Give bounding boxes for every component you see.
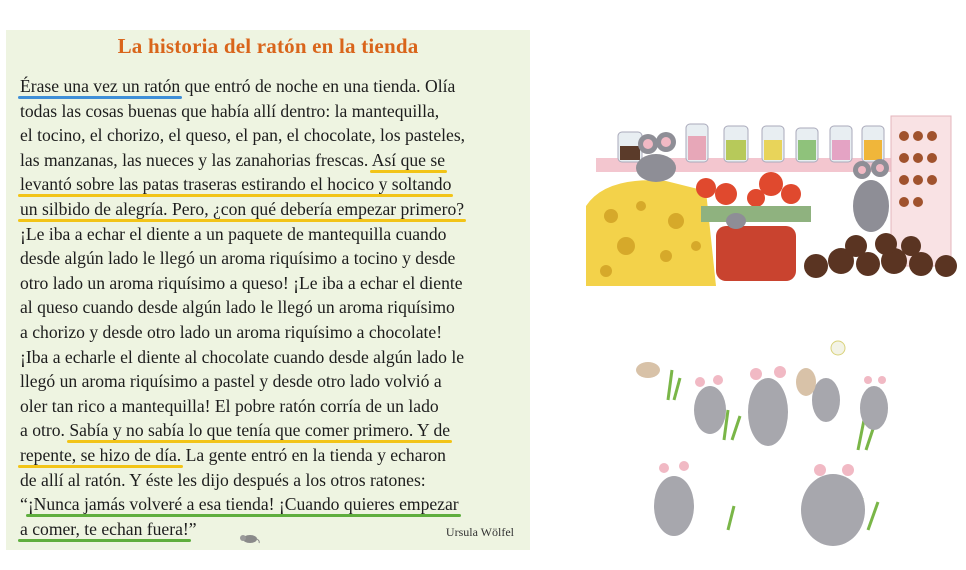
story-text: el tocino, el chorizo, el queso, el pan, el chocolate, los pasteles, — [20, 125, 466, 146]
story-line — [20, 468, 530, 493]
story-line — [20, 394, 530, 419]
story-text: a chorizo y desde otro lado un aroma riquísimo a chocolate! — [20, 321, 443, 342]
story-text: de allí al ratón. Y éste les dijo después a los otros ratones: — [20, 469, 426, 490]
story-line — [20, 492, 530, 517]
story-text: “ — [20, 494, 28, 515]
underlined-green-text: a comer, te echan fuera! — [20, 518, 189, 539]
story-panel — [6, 30, 530, 550]
story-line — [20, 320, 530, 345]
story-title: La historia del ratón en la tienda — [117, 34, 419, 58]
story-line — [20, 148, 530, 173]
underlined-yellow-text: Así que se — [371, 149, 446, 170]
underlined-blue-text: Érase una vez un ratón — [20, 76, 181, 96]
story-line — [20, 74, 530, 99]
story-line — [20, 271, 530, 296]
story-text: ” — [188, 518, 197, 539]
story-text: todas las cosas buenas que había allí dentro: la mantequilla, — [20, 100, 440, 121]
small-mouse-icon — [238, 532, 260, 544]
story-line — [20, 246, 530, 271]
mice-in-shop-illustration — [586, 96, 958, 286]
story-text: otro lado un aroma riquísimo a queso! ¡Le iba a echar el diente — [20, 272, 463, 293]
story-text: La gente entró en la tienda y echaron — [181, 444, 446, 465]
story-line — [20, 172, 530, 197]
story-line — [20, 197, 530, 222]
story-text: ¡Le iba a echar el diente a un paquete de mantequilla cuando — [20, 223, 447, 244]
underlined-yellow-text: levantó sobre las patas traseras estirando el hocico y soltando — [20, 174, 452, 195]
story-body — [20, 74, 530, 541]
story-text: las manzanas, las nueces y las zanahorias frescas. — [20, 149, 372, 170]
story-line — [20, 443, 530, 468]
story-author: Ursula Wölfel — [445, 525, 514, 539]
story-text: ¡Iba a echarle el diente al chocolate cuando desde algún lado le — [20, 346, 465, 367]
story-text: desde algún lado le llegó un aroma riquísimo a tocino y desde — [20, 248, 456, 269]
underlined-yellow-text: un silbido de alegría. Pero, ¿con qué debería empezar primero? — [20, 198, 465, 219]
story-line — [20, 369, 530, 394]
story-line — [20, 418, 530, 443]
underlined-yellow-text: repente, se hizo de día. — [20, 444, 182, 465]
story-line — [20, 222, 530, 247]
story-text: a otro. — [20, 420, 70, 441]
story-line — [20, 123, 530, 148]
story-text: llegó un aroma riquísimo a pastel y desde otro lado volvió a — [20, 371, 442, 392]
story-line — [20, 295, 530, 320]
mice-gathering-illustration — [628, 330, 906, 548]
story-line — [20, 345, 530, 370]
story-line — [20, 99, 530, 124]
story-text: que entró de noche en una tienda. Olía — [180, 76, 456, 96]
underlined-yellow-text: Sabía y no sabía lo que tenía que comer primero. Y de — [69, 420, 451, 441]
story-text: oler tan rico a mantequilla! El pobre ratón corría de un lado — [20, 395, 439, 416]
story-text: al queso cuando desde algún lado le llegó un aroma riquísimo — [20, 297, 455, 318]
underlined-green-text: ¡Nunca jamás volveré a esa tienda! ¡Cuando quieres empezar — [27, 494, 459, 515]
